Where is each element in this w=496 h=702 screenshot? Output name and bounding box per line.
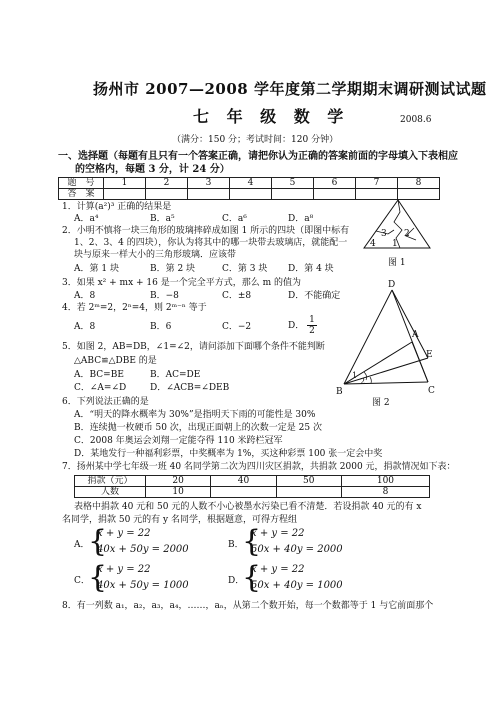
donation-table <box>74 475 430 498</box>
q7-line3: 名同学，捐款 50 元的有 y 名同学，根据题意，可得方程组 <box>62 515 297 525</box>
figure-1-caption: 图 1 <box>388 258 406 268</box>
q2-option-a: A．第 1 块 <box>74 264 119 274</box>
answer-table-number: 2 <box>146 178 188 189</box>
q7-option-b-system <box>242 524 343 559</box>
q7-stem: 7．扬州某中学七年级一班 40 名同学第二次为四川灾区捐款，共捐款 2000 元，捐款情况如下表： <box>62 462 456 472</box>
q4-option-a: A．8 <box>74 322 96 332</box>
answer-table-label: 题 号 <box>59 178 104 189</box>
answer-table-label: 答 案 <box>59 189 104 200</box>
q7-option-d-label: D． <box>228 576 245 586</box>
figure-1-label: 4 <box>370 239 376 249</box>
figure-1-label: 1 <box>392 239 398 249</box>
q3-option-d: D．不能确定 <box>288 291 341 301</box>
exam-date: 2008.6 <box>400 115 432 125</box>
donation-amount: 20 <box>146 476 211 487</box>
donation-count: 10 <box>146 487 211 498</box>
q5-option-b: B．AC=DE <box>150 370 201 380</box>
q1-option-c: C．a⁶ <box>222 214 247 224</box>
q2-line2: 1、2、3、4 的四块），你认为将其中的哪一块带去玻璃店，就能配一 <box>74 238 348 248</box>
section1-heading: 一、选择题（每题有且只有一个答案正确，请把你认为正确的答案前面的字母填入下表相应 <box>58 151 458 162</box>
q6-option-a: A．“明天的降水概率为 30%”是指明天下雨的可能性是 30% <box>74 410 316 420</box>
q5-option-c: C．∠A=∠D <box>74 383 127 393</box>
q2-option-b: B．第 2 块 <box>150 264 196 274</box>
q2-line1: 2．小明不慎将一块三角形的玻璃摔碎成如图 1 所示的四块（即图中标有 <box>62 226 350 236</box>
q4-option-d-fraction <box>307 315 317 336</box>
q3-stem: 3．如果 x² + mx + 16 是一个完全平方式，那么 m 的值为 <box>62 278 301 288</box>
q7-option-d-system <box>242 560 343 595</box>
donation-count <box>211 487 276 498</box>
answer-table-number: 4 <box>230 178 272 189</box>
figure-2-label-e: E <box>426 350 433 360</box>
q1-option-d: D．a⁸ <box>288 214 314 224</box>
figure-2-label-d: D <box>388 280 396 290</box>
figure-2-triangles <box>336 280 436 390</box>
answer-cell[interactable] <box>230 189 272 200</box>
equation-1: x + y = 22 <box>97 528 151 539</box>
q7-option-a-label: A． <box>74 540 90 550</box>
equation-2: 40x + 50y = 2000 <box>97 544 189 555</box>
figure-2-label-c: C <box>428 386 435 396</box>
q7-option-c-system <box>88 560 189 595</box>
answer-table-number: 8 <box>398 178 440 189</box>
donation-amount: 100 <box>341 476 429 487</box>
figure-1-label: 2 <box>404 229 410 239</box>
answer-table <box>58 177 440 200</box>
exam-info: （满分：150 分；考试时间：120 分钟） <box>172 135 339 145</box>
q7-option-b-label: B． <box>228 540 244 550</box>
figure-2-label-b: B <box>336 387 343 397</box>
answer-cell[interactable] <box>272 189 314 200</box>
q5-line2: △ABC≌△DBE 的是 <box>74 356 157 366</box>
q6-option-d: D．某地发行一种福利彩票，中奖概率为 1%，买这种彩票 100 张一定会中奖 <box>74 449 383 459</box>
q4-stem: 4．若 2ᵐ=2，2ⁿ=4，则 2ᵐ⁻ⁿ 等于 <box>62 303 207 313</box>
brace-icon: { <box>242 524 262 559</box>
figure-1-label: 3 <box>381 229 387 239</box>
equation-2: 50x + 40y = 1000 <box>251 580 343 591</box>
answer-table-number: 6 <box>314 178 356 189</box>
equation-1: x + y = 22 <box>251 564 305 575</box>
fraction-denominator: 2 <box>309 326 315 336</box>
q6-stem: 6．下列说法正确的是 <box>62 397 149 407</box>
equation-2: 40x + 50y = 1000 <box>97 580 189 591</box>
q4-option-d <box>288 315 317 336</box>
answer-cell[interactable] <box>146 189 188 200</box>
q7-line2: 表格中捐款 40 元和 50 元的人数不小心被墨水污染已看不清楚．若设捐款 40 元的有 x <box>74 502 422 512</box>
answer-cell[interactable] <box>104 189 146 200</box>
q3-option-a: A．8 <box>74 291 96 301</box>
figure-2-label-a: A <box>412 330 419 340</box>
answer-table-number: 5 <box>272 178 314 189</box>
q2-line3: 块与原来一样大小的三角形玻璃．应该带 <box>74 250 237 260</box>
answer-table-number: 3 <box>188 178 230 189</box>
q5-line1: 5．如图 2，AB=DB，∠1=∠2，请问添加下面哪个条件不能判断 <box>62 342 325 352</box>
q1-stem: 1．计算(a²)³ 正确的结果是 <box>62 202 172 212</box>
figure-2-label-2: 2 <box>360 377 366 386</box>
q2-option-d: D．第 4 块 <box>288 264 334 274</box>
equation-1: x + y = 22 <box>251 528 305 539</box>
figure-2-label-1: 1 <box>352 371 358 380</box>
answer-table-number: 1 <box>104 178 146 189</box>
q2-option-c: C．第 3 块 <box>222 264 268 274</box>
exam-title: 扬州市 2007—2008 学年度第二学期期末调研测试试题 <box>93 80 487 98</box>
q1-option-b: B．a⁵ <box>150 214 175 224</box>
equation-2: 50x + 40y = 2000 <box>251 544 343 555</box>
section1-heading-2: 的空格内，每题 3 分，计 24 分） <box>75 164 230 175</box>
q7-option-a-system <box>88 524 189 559</box>
donation-count: 8 <box>341 487 429 498</box>
q1-option-a: A．a⁴ <box>74 214 99 224</box>
q4-option-b: B．6 <box>150 322 172 332</box>
fraction-numerator: 1 <box>309 315 315 325</box>
donation-amount: 40 <box>211 476 276 487</box>
q6-option-c: C．2008 年奥运会刘翔一定能夺得 110 米跨栏冠军 <box>74 436 283 446</box>
answer-cell[interactable] <box>314 189 356 200</box>
q4-option-d-label: D． <box>288 321 305 331</box>
brace-icon: { <box>88 560 108 595</box>
donation-table-label: 人数 <box>75 487 146 498</box>
donation-count <box>276 487 341 498</box>
q5-option-a: A．BC=BE <box>74 370 124 380</box>
figure-2-caption: 图 2 <box>372 398 390 408</box>
q4-option-c: C．−2 <box>222 322 252 332</box>
q3-option-c: C．±8 <box>222 291 252 301</box>
q7-option-c-label: C． <box>74 576 90 586</box>
equation-1: x + y = 22 <box>97 564 151 575</box>
brace-icon: { <box>242 560 262 595</box>
answer-cell[interactable] <box>188 189 230 200</box>
donation-table-label: 捐款（元） <box>75 476 146 487</box>
q3-option-b: B．−8 <box>150 291 179 301</box>
brace-icon: { <box>88 524 108 559</box>
donation-amount: 50 <box>276 476 341 487</box>
q8-stem: 8．有一列数 a₁，a₂，a₃，a₄，……，aₙ，从第二个数开始，每一个数都等于 1 与它前面那个 <box>62 601 434 611</box>
exam-subject: 七 年 级 数 学 <box>193 107 350 126</box>
q6-option-b: B．连续抛一枚硬币 50 次，出现正面朝上的次数一定是 25 次 <box>74 423 322 433</box>
answer-table-number: 7 <box>356 178 398 189</box>
q5-option-d: D．∠ACB=∠DEB <box>150 383 230 393</box>
